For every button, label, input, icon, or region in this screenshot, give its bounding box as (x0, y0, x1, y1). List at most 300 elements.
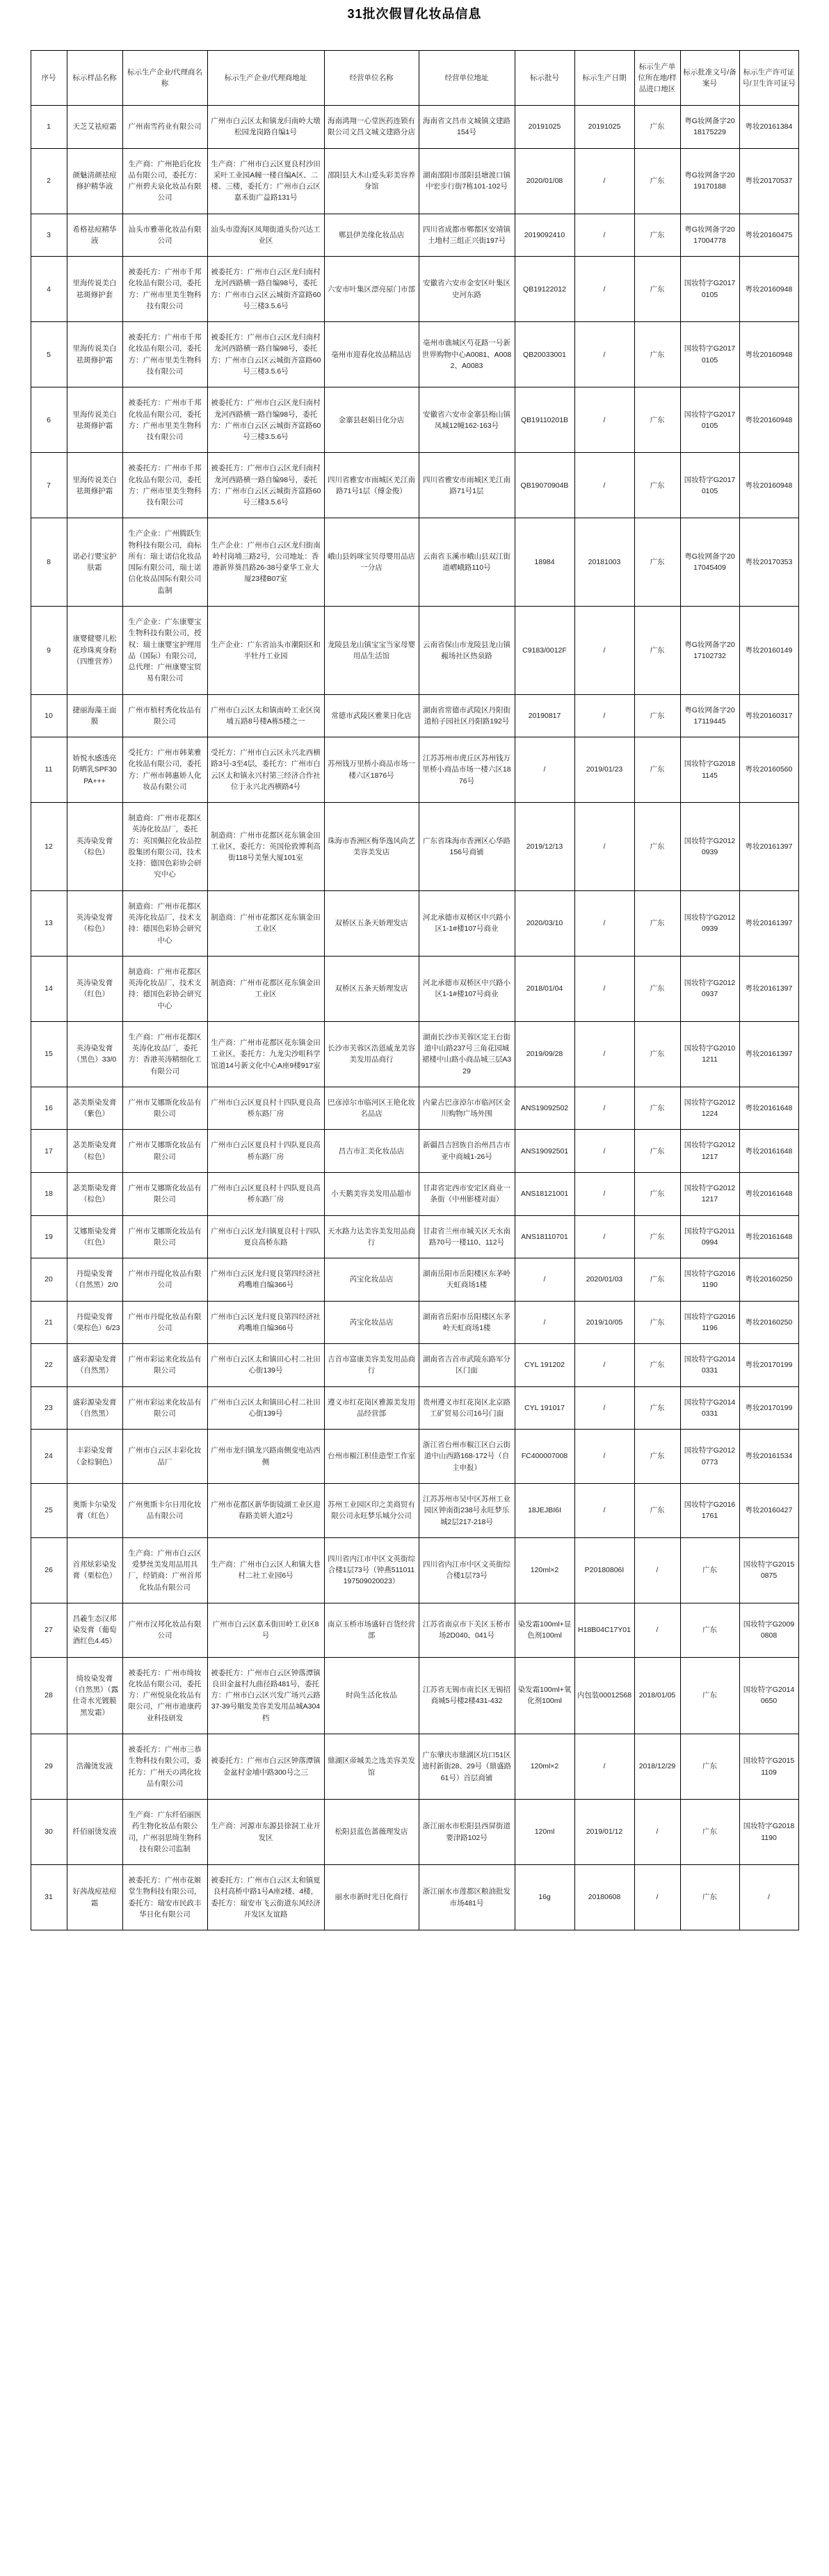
table-cell: 粤妆20160948 (739, 387, 798, 453)
table-cell: 被委托方：广州市白云区钟落潭镇良田金盆村九曲径路481号，委托方：广州市白云区兴发广场兴云路37-39号顺发美容美发用品城A304档 (207, 1657, 324, 1734)
table-cell: 国妆特字G20140331 (680, 1344, 739, 1387)
table-cell: 松阳县蓝色蔷薇理发店 (324, 1800, 419, 1865)
table-cell: 18JEJBI6I (515, 1483, 574, 1537)
table-cell: 六安市叶集区漂亮屋门市部 (324, 257, 419, 322)
table-cell: 1 (31, 106, 67, 149)
table-cell: 广东 (634, 1215, 680, 1258)
table-cell: / (574, 606, 634, 694)
table-cell: 国妆特字G20120939 (680, 803, 739, 891)
table-cell: 被委托方：广州市白云区龙归南村龙河西路横一路自编98号，委托方：广州市白云区云城街齐富路60号三楼3.5.6号 (207, 453, 324, 518)
table-cell: 粤妆20160250 (739, 1258, 798, 1302)
table-cell: 13 (31, 890, 67, 956)
table-cell: 广州市白云区丰彩化妆品厂 (122, 1430, 207, 1484)
table-cell: 珠海市香洲区梅华逸风尚艺美容美发店 (324, 803, 419, 891)
table-cell: 120ml (515, 1800, 574, 1865)
table-cell: 粤妆20170537 (739, 148, 798, 214)
table-cell: 广州市白云区夏良村十四队夏良高桥东路厂房 (207, 1130, 324, 1173)
table-cell: 双桥区五条天娇理发店 (324, 890, 419, 956)
table-cell: 国妆特字G20161190 (680, 1258, 739, 1302)
table-cell: ANS19092501 (515, 1130, 574, 1173)
table-cell: 18 (31, 1173, 67, 1216)
table-cell: 28 (31, 1657, 67, 1734)
table-cell: 国妆特字G20120937 (680, 956, 739, 1021)
table-row (31, 1130, 798, 1173)
table-cell: 广东 (680, 1657, 739, 1734)
table-row (31, 694, 798, 737)
table-cell: 内蒙古巴彦淖尔市临河区金川购物广场外围 (419, 1087, 515, 1130)
table-cell: / (515, 1301, 574, 1344)
table-cell: 广州市彩运来化妆品有限公司 (122, 1386, 207, 1430)
table-cell: 浩瀚烫发液 (67, 1734, 122, 1799)
table-cell: 贵州遵义市红花岗区北京路工矿贸易公司16号门面 (419, 1386, 515, 1430)
table-row (31, 606, 798, 694)
table-cell: 20 (31, 1258, 67, 1302)
table-cell: 丹缇染发膏（自然黑）2/0 (67, 1258, 122, 1302)
table-cell: / (634, 1537, 680, 1603)
table-cell: 吉首市富康美容美发用品商行 (324, 1344, 419, 1387)
table-cell: 2019/01/12 (574, 1800, 634, 1865)
table-cell: 粤G妆网备字2019170188 (680, 148, 739, 214)
header-cell: 标示生产单位所在地/样品进口地区 (634, 51, 680, 106)
table-cell: 16g (515, 1865, 574, 1930)
table-cell: 被委托方：广州市千邦化妆品有限公司，委托方：广州市里美生物科技有限公司 (122, 453, 207, 518)
table-cell: 峨山县妈咪宝贝母婴用品店一分店 (324, 518, 419, 607)
table-cell: 广州市白云区夏良村十四队夏良高桥东路厂房 (207, 1173, 324, 1216)
table-cell: 国妆特字G20121217 (680, 1130, 739, 1173)
table-cell: 粤G妆网备字2017045409 (680, 518, 739, 607)
table-cell: 奥斯卡尔染发膏（红色） (67, 1483, 122, 1537)
table-cell: 粤妆20161397 (739, 956, 798, 1021)
table-cell: 广州市艾娜斯化妆品有限公司 (122, 1173, 207, 1216)
table-cell: 2 (31, 148, 67, 214)
table-cell: 盛彩源染发膏（自然黑） (67, 1344, 122, 1387)
table-cell: 生产商：广州市白云区爱梦丝美发用品用具厂，经销商：广州首邦化妆品有限公司 (122, 1537, 207, 1603)
table-cell: 生产企业：广州腾跃生物科技有限公司，商标所有：瑞士诺信化妆品国际有限公司，瑞士诺信化妆品国际有限公司监制 (122, 518, 207, 607)
table-cell: 绮妆染发膏（自然黑）（露仕奇水光镀膜黑发霜） (67, 1657, 122, 1734)
table-cell: 广州市汉邦化妆品有限公司 (122, 1603, 207, 1657)
table-row (31, 453, 798, 518)
table-cell: 被委托方：广州市白云区龙归南村龙河西路横一路自编98号，委托方：广州市白云区云城街齐富路60号三楼3.5.6号 (207, 387, 324, 453)
table-cell: 12 (31, 803, 67, 891)
table-cell: 染发霜100ml+显色剂100ml (515, 1603, 574, 1657)
table-cell: 浙江省台州市椒江区白云街道中山西路168-172号（自主申报） (419, 1430, 515, 1484)
table-cell: 南京玉桥市场盛轩百货经营部 (324, 1603, 419, 1657)
header-cell: 标示批准文号/备案号 (680, 51, 739, 106)
table-cell: 7 (31, 453, 67, 518)
table-cell: 河北承德市双桥区中兴路小区1-1#楼107号商业 (419, 956, 515, 1021)
table-cell: 粤妆20160948 (739, 322, 798, 387)
table-cell: 江苏苏州市吴中区苏州工业园区钟南街238号永旺梦乐城2层217-218号 (419, 1483, 515, 1537)
table-cell: 广州南雪药业有限公司 (122, 106, 207, 149)
header-cell: 序号 (31, 51, 67, 106)
table-cell: ANS18110701 (515, 1215, 574, 1258)
table-row (31, 148, 798, 214)
table-cell: 湖南省吉首市武陵东路军分区门面 (419, 1344, 515, 1387)
table-cell: 2018/01/04 (515, 956, 574, 1021)
table-cell: 120ml×2 (515, 1537, 574, 1603)
table-cell: 2019092410 (515, 214, 574, 257)
table-cell: / (634, 1800, 680, 1865)
table-cell: / (574, 803, 634, 891)
table-cell: 广东 (634, 387, 680, 453)
table-cell: 受托方：广州市白云区永兴北西横路3号-3至4层，委托方：广州市白云区太和镇永兴村第三经济合作社位于永兴北西横路4号 (207, 737, 324, 803)
table-cell: 2019/09/28 (515, 1021, 574, 1087)
table-cell: QB19070904B (515, 453, 574, 518)
table-cell: 四川省内江市中区文英街综合楼1层73号（钟燕511011197509020023） (324, 1537, 419, 1603)
table-cell: 生产商：广州艳后化妆品有限公司，委托方：广州碧夫泉化妆品有限公司 (122, 148, 207, 214)
table-cell: 被委托方：广州市白云区龙归南村龙河西路横一路自编98号，委托方：广州市白云区云城街齐富路60号三楼3.5.6号 (207, 322, 324, 387)
table-cell: 巴彦淖尔市临河区王艳化妆名品店 (324, 1087, 419, 1130)
table-cell: 粤妆20161648 (739, 1215, 798, 1258)
table-row (31, 1865, 798, 1930)
table-cell: 2019/01/23 (574, 737, 634, 803)
table-cell: 26 (31, 1537, 67, 1603)
table-cell: 双桥区五条天娇理发店 (324, 956, 419, 1021)
table-cell: 国妆特字G20181145 (680, 737, 739, 803)
table-cell: 粤妆20160948 (739, 453, 798, 518)
table-cell: 四川省成都市郫都区安靖镇土地村三组正兴街197号 (419, 214, 515, 257)
table-row (31, 1603, 798, 1657)
table-cell: 广州市花都区新华街镜湖工业区迎春路美妍大道2号 (207, 1483, 324, 1537)
table-cell: 粤妆20161648 (739, 1087, 798, 1130)
table-cell: 广州市艾娜斯化妆品有限公司 (122, 1215, 207, 1258)
table-cell: 广东 (634, 1021, 680, 1087)
table-cell: / (574, 214, 634, 257)
table-header-row (31, 51, 798, 106)
table-cell: 粤妆20161648 (739, 1173, 798, 1216)
table-cell: 国妆特字G20170105 (680, 387, 739, 453)
table-cell: 广东 (634, 453, 680, 518)
table-cell: QB20033001 (515, 322, 574, 387)
table-cell: 鼎湖区帝城美之选美容美发馆 (324, 1734, 419, 1799)
table-cell: 粤G妆网备字2017119445 (680, 694, 739, 737)
table-cell: 被委托方：广州市千邦化妆品有限公司，委托方：广州市里美生物科技有限公司 (122, 322, 207, 387)
table-cell: 广东 (634, 106, 680, 149)
table-cell: 粤妆20160560 (739, 737, 798, 803)
table-cell: 广州市白云区太和镇田心村二社田心街139号 (207, 1344, 324, 1387)
table-cell: 长沙市芙蓉区浩恩威龙美容美发用品商行 (324, 1021, 419, 1087)
table-cell: ANS19092502 (515, 1087, 574, 1130)
table-cell: 亳州市谯城区芍花路一号新世界购物中心A0081、A0082、A0083 (419, 322, 515, 387)
table-cell: 国妆特字G20181190 (739, 1800, 798, 1865)
header-cell: 标示生产许可证号/卫生许可证号 (739, 51, 798, 106)
table-cell: 里海传说美白祛斑修护霜 (67, 453, 122, 518)
table-cell: 湖南省常德市武陵区丹阳街道柏子园社区丹阳路192号 (419, 694, 515, 737)
table-cell: / (574, 387, 634, 453)
table-cell: 广东 (634, 1483, 680, 1537)
table-cell: 浙江丽水市松阳县西屏街道要津路102号 (419, 1800, 515, 1865)
table-cell: 汕头市雅蒂化妆品有限公司 (122, 214, 207, 257)
table-cell: 31 (31, 1865, 67, 1930)
table-cell: P20180806I (574, 1537, 634, 1603)
table-cell: 丹缇染发膏（栗棕色）6/23 (67, 1301, 122, 1344)
table-cell: 2019/10/05 (574, 1301, 634, 1344)
table-cell: / (739, 1865, 798, 1930)
table-cell: 云南省玉溪市峨山县双江街道嶍峨路110号 (419, 518, 515, 607)
table-cell: 18984 (515, 518, 574, 607)
table-cell: 国妆特字G20150875 (739, 1537, 798, 1603)
table-cell: 粤妆20160948 (739, 257, 798, 322)
table-cell: CYL 191202 (515, 1344, 574, 1387)
table-cell: 29 (31, 1734, 67, 1799)
table-cell: 生产企业：广东省汕头市潮阳区和平牡丹工业园 (207, 606, 324, 694)
table-row (31, 1657, 798, 1734)
table-cell: 广州市艾娜斯化妆品有限公司 (122, 1130, 207, 1173)
table-cell: 生产企业：广州市白云区龙归街南岭村岗埔三路2号，公司地址：香港新界葵昌路26-38号豪华工业大厦23楼B07室 (207, 518, 324, 607)
table-cell: 粤妆20160250 (739, 1301, 798, 1344)
table-cell: 广东 (634, 694, 680, 737)
table-cell: 广东 (634, 1344, 680, 1387)
table-cell: 被委托方：广州市白云区太和镇夏良村高桥中路1号A座2楼、4楼，委托方：瑞安市飞云街道东风经济开发区友谊路 (207, 1865, 324, 1930)
table-cell: 广东 (680, 1800, 739, 1865)
table-row (31, 257, 798, 322)
table-row (31, 1301, 798, 1344)
table-cell: 制造商：广州市花都区英涛化妆品厂，委托方：英国佩拉化妆品控股集团有限公司，技术支持：德国色彩协会研究中心 (122, 803, 207, 891)
table-cell: / (574, 890, 634, 956)
table-cell: 时尚生活化妆品 (324, 1657, 419, 1734)
table-cell: 染发霜100ml+氧化剂100ml (515, 1657, 574, 1734)
table-cell: 江苏省南京市下关区玉桥市场2D040、041号 (419, 1603, 515, 1657)
table-cell: 生产企业：广东康婴宝生物科技有限公司，授权：瑞士康婴宝护理用品（国际）有限公司，总代理：广州康婴宝贸易有限公司 (122, 606, 207, 694)
table-cell: 制造商：广州市花都区花东镇金田工业区 (207, 890, 324, 956)
table-cell: 广东 (634, 1258, 680, 1302)
header-cell: 标示生产企业/代理商名称 (122, 51, 207, 106)
table-row (31, 1800, 798, 1865)
table-cell: / (574, 1483, 634, 1537)
table-cell: 被委托方：广州市花姬堂生物科技有限公司，委托方：瑞安市民政丰华日化有限公司 (122, 1865, 207, 1930)
table-row (31, 214, 798, 257)
table-cell: 广东 (634, 737, 680, 803)
table-cell: 粤妆20170199 (739, 1344, 798, 1387)
table-cell: 英涛染发膏（黑色）33/0 (67, 1021, 122, 1087)
table-row (31, 106, 798, 149)
table-row (31, 956, 798, 1021)
table-cell: 江苏苏州市虎丘区苏州钱万里桥小商品市场一楼六区1876号 (419, 737, 515, 803)
table-cell: 湖南邵阳市邵阳县塘渡口镇中宏步行街7栋101-102号 (419, 148, 515, 214)
table-cell: 郫县伊美缘化妆品店 (324, 214, 419, 257)
table-cell: 盛彩源染发膏（自然黑） (67, 1386, 122, 1430)
table-cell: 20180608 (574, 1865, 634, 1930)
table-cell: 广州市龙归镇龙兴路南侧变电站西侧 (207, 1430, 324, 1484)
table-cell: 粤妆20161397 (739, 890, 798, 956)
table-cell: 20191025 (574, 106, 634, 149)
table-cell: H18B04C17Y01 (574, 1603, 634, 1657)
table-cell: C9183/0012F (515, 606, 574, 694)
table-cell: 广东 (680, 1603, 739, 1657)
table-cell: 捷丽海藻王面膜 (67, 694, 122, 737)
table-cell: 25 (31, 1483, 67, 1537)
table-cell: 20181003 (574, 518, 634, 607)
table-cell: 内包装00012568 (574, 1657, 634, 1734)
table-cell: 诺必行婴宝护肤霜 (67, 518, 122, 607)
table-cell: / (515, 1258, 574, 1302)
table-cell: 国妆特字G20110994 (680, 1215, 739, 1258)
table-cell: 粤G妆网备字2018175229 (680, 106, 739, 149)
table-cell: 27 (31, 1603, 67, 1657)
table-cell: / (574, 1173, 634, 1216)
table-cell: / (574, 322, 634, 387)
table-cell: 安徽省六安市金寨县梅山镇凤城12幢162-163号 (419, 387, 515, 453)
table-cell: 广州市白云区龙归镇夏良村十四队夏良高桥东路 (207, 1215, 324, 1258)
table-cell: 生产商：广州市花都区花东镇金田工业区，委托方：九龙尖沙咀科学馆道14号新文化中心A座9楼917室 (207, 1021, 324, 1087)
table-cell: 广东 (634, 1130, 680, 1173)
table-row (31, 322, 798, 387)
table-cell: 河北承德市双桥区中兴路小区1-1#楼107号商业 (419, 890, 515, 956)
table-cell: 16 (31, 1087, 67, 1130)
table-cell: 台州市椒江积佳造型工作室 (324, 1430, 419, 1484)
table-cell: 生产商：广东纤佰丽医药生物化妆品有限公司，广州羽思绮生物科技有限公司监制 (122, 1800, 207, 1865)
table-cell: 19 (31, 1215, 67, 1258)
table-cell: 5 (31, 322, 67, 387)
table-cell: 汕头市澄海区凤翔街道头份兴达工业区 (207, 214, 324, 257)
table-cell: 广州市白云区太和镇龙归南岭大墩松园龙岗路自编1号 (207, 106, 324, 149)
table-cell: 娇悦水感透亮防晒乳SPF30 PA+++ (67, 737, 122, 803)
table-cell: 8 (31, 518, 67, 607)
table-cell: 广东 (634, 1430, 680, 1484)
table-cell: 广东 (634, 803, 680, 891)
table-cell: 2020/03/10 (515, 890, 574, 956)
table-cell: 苾美斯染发膏（紫色） (67, 1087, 122, 1130)
table-cell: 江苏省无锡市南长区无锡招商城5号楼2楼431-432 (419, 1657, 515, 1734)
table-cell: 广东 (634, 148, 680, 214)
table-cell: 广东 (680, 1537, 739, 1603)
table-cell: 安徽省六安市金安区叶集区史河东路 (419, 257, 515, 322)
table-cell: 制造商：广州市花都区英涛化妆品厂，技术支持：德国色彩协会研究中心 (122, 890, 207, 956)
table-cell: 遵义市红花岗区雅源美发用品经营部 (324, 1386, 419, 1430)
table-cell: 被委托方：广州市白云区钟落潭镇金盆村金埔中路300号之三 (207, 1734, 324, 1799)
table-row (31, 803, 798, 891)
table-row (31, 1258, 798, 1302)
table-cell: / (574, 148, 634, 214)
table-cell: 粤妆20161648 (739, 1130, 798, 1173)
table-cell: 英涛染发膏（棕色） (67, 890, 122, 956)
table-cell: 湖南长沙市芙蓉区定王台街道中山路237号三角花园城裙楼中山路小商品城三层A329 (419, 1021, 515, 1087)
table-cell: 23 (31, 1386, 67, 1430)
table-cell: 14 (31, 956, 67, 1021)
table-cell: 粤妆20170199 (739, 1386, 798, 1430)
table-row (31, 1386, 798, 1430)
table-row (31, 1087, 798, 1130)
table-cell: 常德市武陵区雅莱日化店 (324, 694, 419, 737)
table-row (31, 1215, 798, 1258)
table-cell: 2020/01/08 (515, 148, 574, 214)
table-cell: / (574, 1215, 634, 1258)
table-cell: 国妆特字G20121217 (680, 1173, 739, 1216)
table-cell: 广州市彩运来化妆品有限公司 (122, 1344, 207, 1387)
table-cell: 英涛染发膏（红色） (67, 956, 122, 1021)
table-cell: 苾美斯染发膏（棕色） (67, 1173, 122, 1216)
table-cell: 国妆特字G20101211 (680, 1021, 739, 1087)
table-cell: 2018/12/29 (634, 1734, 680, 1799)
table-cell: 广东肇庆市鼎湖区坑口51区迪村新街28、29号（鼎盛路61号）首层商铺 (419, 1734, 515, 1799)
table-cell: 广东 (680, 1734, 739, 1799)
table-cell: 2020/01/03 (574, 1258, 634, 1302)
table-cell: 广州市丹缇化妆品有限公司 (122, 1301, 207, 1344)
table-cell: 里海传说美白祛斑修护套 (67, 257, 122, 322)
table-cell: QB19110201B (515, 387, 574, 453)
table-cell: 新疆昌吉回族自治州昌吉市亚中商城1-26号 (419, 1130, 515, 1173)
table-cell: 被委托方：广州市三恭生物科技有限公司，委托方：广州天の鸿化妆品有限公司 (122, 1734, 207, 1799)
table-cell: 龙陵县龙山镇宝宝当家母婴用品生活馆 (324, 606, 419, 694)
table-row (31, 1173, 798, 1216)
table-cell: 被委托方：广州市白云区龙归南村龙河西路横一路自编98号，委托方：广州市白云区云城街齐富路60号三楼3.5.6号 (207, 257, 324, 322)
table-row (31, 1021, 798, 1087)
table-cell: 广东 (634, 606, 680, 694)
table-cell: 粤G妆网备字2017102732 (680, 606, 739, 694)
table-cell: 英涛染发膏（棕色） (67, 803, 122, 891)
table-cell: 广东 (634, 956, 680, 1021)
table-cell: 国妆特字G20170105 (680, 322, 739, 387)
table-cell: 被委托方：广州市千邦化妆品有限公司，委托方：广州市里美生物科技有限公司 (122, 387, 207, 453)
table-cell: / (574, 1430, 634, 1484)
table-cell: / (574, 1734, 634, 1799)
table-row (31, 737, 798, 803)
table-cell: 粤妆20160475 (739, 214, 798, 257)
table-cell: 广州市白云区龙归夏良第四经济社鸡嘴堆自编366号 (207, 1258, 324, 1302)
table-cell: 国妆特字G20140331 (680, 1386, 739, 1430)
table-cell: / (515, 737, 574, 803)
table-cell: 粤妆20161397 (739, 1021, 798, 1087)
table-cell: 甘肃省定西市安定区商业一条街（中州影楼对面） (419, 1173, 515, 1216)
table-cell: 昌羲生态汉邦染发膏（葡萄酒红色4.45） (67, 1603, 122, 1657)
table-cell: 艾娜斯染发膏（红色） (67, 1215, 122, 1258)
table-cell: 广州市植村秀化妆品有限公司 (122, 694, 207, 737)
table-cell: 海南省文昌市文城镇文建路154号 (419, 106, 515, 149)
table-cell: 制造商：广州市花都区花东镇金田工业区 (207, 956, 324, 1021)
table-cell: / (574, 694, 634, 737)
table-cell: / (574, 1021, 634, 1087)
table-cell: 生产商：河源市东源县徐洞工业开发区 (207, 1800, 324, 1865)
table-cell: 粤妆20161397 (739, 803, 798, 891)
table-cell: 被委托方：广州市千邦化妆品有限公司，委托方：广州市里美生物科技有限公司 (122, 257, 207, 322)
table-cell: 湖南省岳阳市岳阳楼区东茅岭天虹商场1楼 (419, 1301, 515, 1344)
table-cell: 30 (31, 1800, 67, 1865)
table-cell: 广东 (634, 518, 680, 607)
table-cell: 国妆特字G20090808 (739, 1603, 798, 1657)
table-cell: 被委托方：广州市绮妆化妆品有限公司，委托方：广州悦泉化妆品有限公司，广州市迪康药业科技研发 (122, 1657, 207, 1734)
table-cell: 生产商：广州市花都区英涛化妆品厂，委托方：香港英涛精细化工有限公司 (122, 1021, 207, 1087)
table-cell: 康婴健婴儿松花珍珠爽身粉（四维营养） (67, 606, 122, 694)
table-row (31, 518, 798, 607)
table-cell: 甘肃省兰州市城关区天水南路70号一楼110、112号 (419, 1215, 515, 1258)
table-cell: 广东 (634, 1386, 680, 1430)
table-cell: 里海传说美白祛斑修护霜 (67, 322, 122, 387)
table-cell: 昌吉市汇美化妆品店 (324, 1130, 419, 1173)
table-cell: 广东 (634, 322, 680, 387)
table-cell: 丽水市新时光日化商行 (324, 1865, 419, 1930)
table-body (31, 106, 798, 1930)
table-cell: 生产商：广州市白云区人和镇大巷村二社工业园6号 (207, 1537, 324, 1603)
table-cell: 芮宝化妆品店 (324, 1258, 419, 1302)
table-cell: 20191025 (515, 106, 574, 149)
table-cell: 亳州市迎春化妆品精品店 (324, 322, 419, 387)
page-title: 31批次假冒化妆品信息 (347, 7, 482, 21)
table-cell: ANS18121001 (515, 1173, 574, 1216)
table-row (31, 1537, 798, 1603)
table-cell: 四川省内江市中区文英街综合楼1层73号 (419, 1537, 515, 1603)
table-cell: 广州市白云区夏良村十四队夏良高桥东路厂房 (207, 1087, 324, 1130)
table-cell: 广州市白云区龙归夏良第四经济社鸡嘴堆自编366号 (207, 1301, 324, 1344)
table-cell: 粤妆20170353 (739, 518, 798, 607)
table-cell: FC400007008 (515, 1430, 574, 1484)
table-cell: 苏州工业园区印之美商贸有限公司永旺梦乐城分公司 (324, 1483, 419, 1537)
table-cell: / (574, 956, 634, 1021)
table-cell: / (574, 1344, 634, 1387)
table-cell: / (574, 1130, 634, 1173)
header-cell: 标示生产日期 (574, 51, 634, 106)
table-cell: 15 (31, 1021, 67, 1087)
table-cell: 丰彩染发膏（金棕铜色） (67, 1430, 122, 1484)
